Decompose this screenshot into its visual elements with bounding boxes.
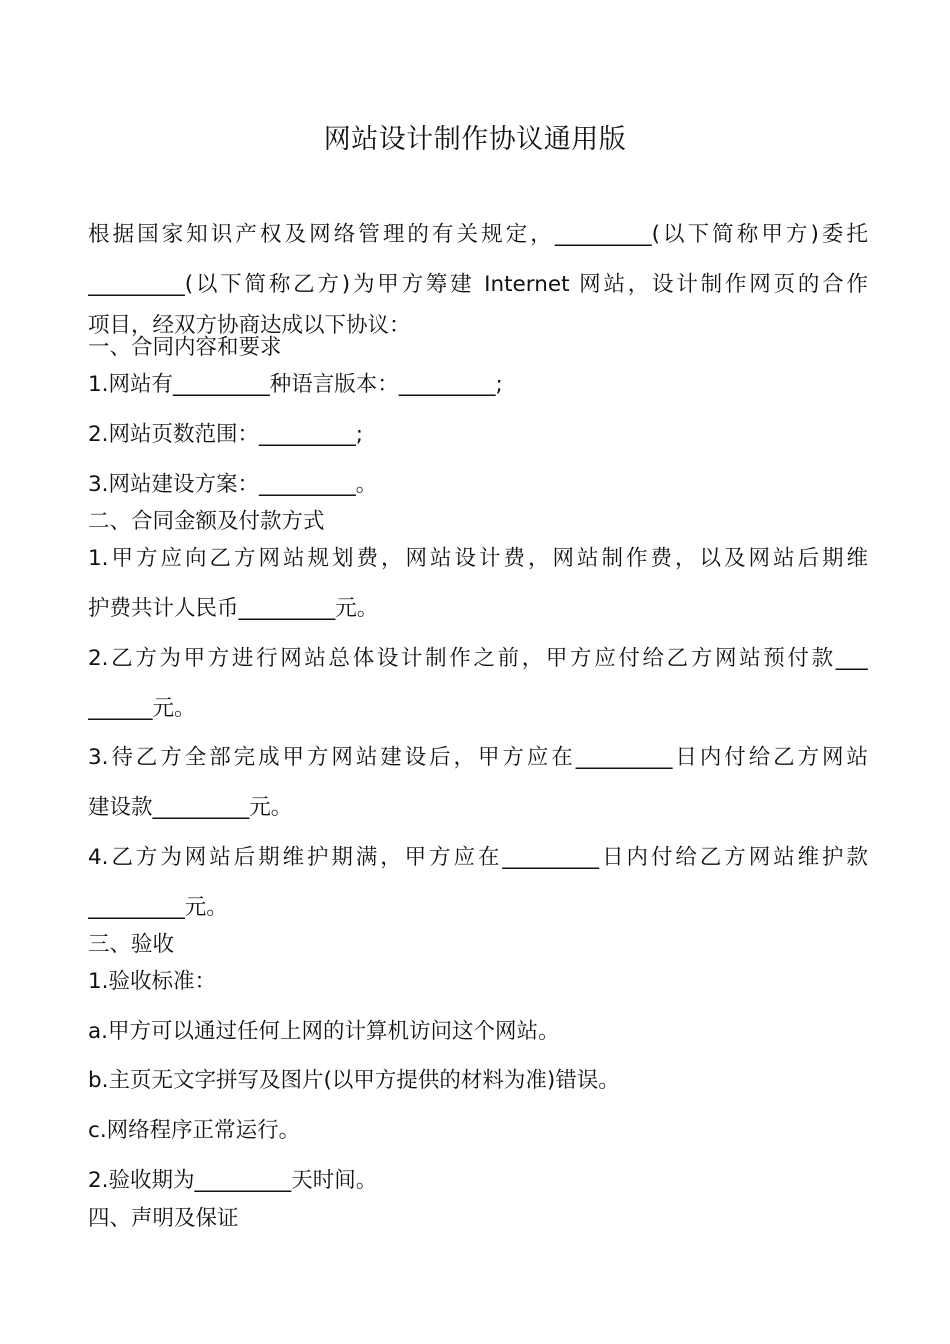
clause-line: 1.验收标准： <box>88 969 217 994</box>
clause-line: 3.待乙方全部完成甲方网站建设后，甲方应在_________日内付给乙方网站 <box>88 745 868 770</box>
clause-line: 2.验收期为_________天时间。 <box>88 1168 378 1193</box>
section-heading: 四、声明及保证 <box>88 1206 239 1231</box>
section-heading: 二、合同金额及付款方式 <box>88 509 325 534</box>
clause-line: a.甲方可以通过任何上网的计算机访问这个网站。 <box>88 1019 560 1044</box>
document-title: 网站设计制作协议通用版 <box>323 124 627 155</box>
paragraph-line: _________(以下简称乙方)为甲方筹建 Internet 网站，设计制作网页的合作 <box>88 272 868 297</box>
clause-line: 1.网站有_________种语言版本：_________; <box>88 372 503 397</box>
clause-line: ______元。 <box>88 696 196 721</box>
clause-line: 2.网站页数范围：_________; <box>88 422 364 447</box>
section-heading: 一、合同内容和要求 <box>88 335 282 360</box>
clause-line: 建设款_________元。 <box>88 795 293 820</box>
clause-line: 1.甲方应向乙方网站规划费，网站设计费，网站制作费，以及网站后期维 <box>88 546 868 571</box>
clause-line: 4.乙方为网站后期维护期满，甲方应在_________日内付给乙方网站维护款 <box>88 845 868 870</box>
paragraph-line: 根据国家知识产权及网络管理的有关规定，_________(以下简称甲方)委托 <box>88 222 868 247</box>
clause-line: 护费共计人民币_________元。 <box>88 596 379 621</box>
clause-line: 3.网站建设方案：_________。 <box>88 472 378 497</box>
clause-line: b.主页无文字拼写及图片(以甲方提供的材料为准)错误。 <box>88 1068 620 1093</box>
clause-line: 2.乙方为甲方进行网站总体设计制作之前，甲方应付给乙方网站预付款___ <box>88 646 868 671</box>
clause-line: c.网络程序正常运行。 <box>88 1118 301 1143</box>
paragraph-line: 项目，经双方协商达成以下协议： <box>88 313 411 338</box>
section-heading: 三、验收 <box>88 932 175 957</box>
clause-line: _________元。 <box>88 895 228 920</box>
